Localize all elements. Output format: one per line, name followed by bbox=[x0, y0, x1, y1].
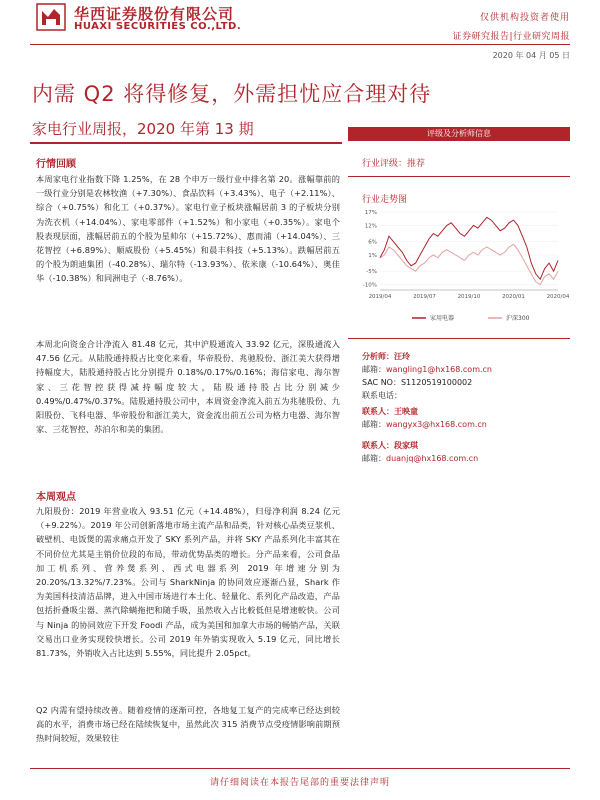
x-tick-label: 2020/01 bbox=[502, 294, 525, 300]
audience-note: 仅供机构投资者使用 bbox=[479, 13, 570, 23]
rating-divider bbox=[348, 176, 570, 177]
analyst-email[interactable]: wangling1@hx168.com.cn bbox=[386, 365, 492, 374]
industry-trend-chart bbox=[354, 206, 570, 328]
header-divider bbox=[30, 44, 570, 45]
paragraph-market-review: 本周家电行业指数下降 1.25%，在 28 个申万一级行业中排名第 20。涨幅靠前的一级行业分别是农林牧渔（+7.30%）、食品饮料（+3.43%）、电子（+2.11%）、综合（+0.75%）和化工（+0.37%）。家电行业子板块涨幅居前 3 的子板块分别为洗衣机（+14.04%）、家电零部件（+1.52%）和小家电（+0.35%）。家电个股表现层面，涨幅居前五的个股为星帅尔（+15.72%）、惠而浦（+14.04%）、三花智控（+6.89%）、顺威股份（+5.45%）和晨丰科技（+5.13%）。跌幅居前五的个股为朗迪集团（-40.28%）、瑞尔特（-13.93%）、依米康（-10.64%）、奥佳华（-10.38%）和同洲电子（-8.76%）。 bbox=[36, 174, 340, 284]
report-main-title: 内需 Q2 将得修复，外需担忧应合理对待 bbox=[32, 82, 432, 106]
analyst-name: 汪玲 bbox=[394, 352, 410, 361]
paragraph-northbound-flow: 本周北向资金合计净流入 81.48 亿元，其中沪股通流入 33.92 亿元，深股通流入 47.56 亿元。从陆股通持股占比变化来看，华帝股份、兆驰股份、浙江美大获得增持幅度大，陆股通持股占比分别提升 0.18%/0.17%/0.16%；海信家电、海尔智家、三花智控获得减持幅度较大，陆股通持股占比分别减少 0.49%/0.47%/0.37%。陆股通持股公司中，本周资金净流入前五为兆驰股份、九阳股份、飞科电器、华帝股份和浙江美大，资金流出前五公司为格力电器、海尔智家、三花智控、苏泊尔和美的集团。 bbox=[36, 339, 340, 435]
contact-label: 联系人： bbox=[362, 407, 394, 416]
series-line bbox=[380, 244, 558, 284]
title-divider bbox=[30, 142, 342, 144]
paragraph-q2-outlook: Q2 内需有望持续改善。随着疫情的逐渐可控，各地复工复产的完成率已经达到较高的水平，消费市场已经在陆续恢复中，虽然此次 315 消费节点受疫情影响前期预热时间较短，效果较往 bbox=[36, 705, 340, 744]
x-tick-label: 2019/07 bbox=[413, 294, 436, 300]
contact-name: 段家琪 bbox=[394, 441, 418, 450]
y-tick-label: -10% bbox=[362, 282, 377, 289]
legend-label: 家用电器 bbox=[430, 315, 455, 322]
x-tick-label: 2019/10 bbox=[457, 294, 481, 300]
contact-email[interactable]: duanjq@hx168.com.cn bbox=[386, 454, 479, 463]
report-type: 证券研究报告|行业研究周报 bbox=[452, 32, 570, 42]
legal-notice: 请仔细阅读在本报告尾部的重要法律声明 bbox=[209, 778, 390, 788]
section-weekly-view: 本周观点 bbox=[36, 492, 76, 503]
paragraph-joyoung: 九阳股份：2019 年营业收入 93.51 亿元（+14.48%），归母净利润 8.24 亿元（+9.22%）。2019 年公司创新落地市场主流产品和品类，针对核心品类豆浆机、破壁机、电饭煲的需求痛点开发了 SKY 系列产品，并将 SKY 产品系列化丰富其在不同价位尤其是主销价位段的布局，带动优势品类的增长。分产品来看，公司食品加工机系列、营养煲系列、西式电器系列 2019 年增速分别为 20.20%/13.32%/7.23%。公司与 SharkNinja 的协同效应逐渐凸显，Shark 作为美国科技清洁品牌，进入中国市场进行本土化、轻量化、系列化产品改造，产品包括折叠吸尘器、蒸汽除螨拖把和随手吸，虽然收入占比較低但是增速較快。公司与 Ninja 的协同效应下开发 Foodi 产品，成为美国和加拿大市场的畅销产品，关联交易出口业务实现较快增长。公司 2019 年外销实现收入 5.19 亿元，同比增长 81.73%，外销收入占比达到 5.55%，同比提升 2.05pct。 bbox=[36, 506, 340, 659]
sac-label: SAC NO： bbox=[362, 378, 401, 387]
series-line bbox=[380, 217, 558, 279]
contact-block-2 bbox=[362, 405, 487, 431]
email-label: 邮箱： bbox=[362, 420, 386, 429]
company-name-en: HUAXI SECURITIES CO.,LTD. bbox=[74, 21, 242, 32]
huaxi-logo-icon bbox=[36, 3, 66, 31]
legend-label: 沪深300 bbox=[506, 315, 530, 322]
section-market-review: 行情回顾 bbox=[36, 159, 76, 170]
analyst-block-1 bbox=[362, 350, 492, 402]
side-panel-title: 评级及分析师信息 bbox=[348, 127, 570, 141]
phone-label: 联系电话： bbox=[362, 391, 402, 400]
trend-chart-title: 行业走势图 bbox=[362, 195, 408, 205]
report-subtitle: 家电行业周报，2020 年第 13 期 bbox=[32, 120, 254, 138]
y-tick-label: 17% bbox=[364, 210, 377, 216]
y-tick-label: 6% bbox=[368, 239, 377, 246]
industry-rating: 行业评级：推荐 bbox=[362, 159, 426, 169]
x-tick-label: 2019/04 bbox=[368, 294, 392, 300]
x-tick-label: 2020/04 bbox=[546, 294, 570, 300]
email-label: 邮箱： bbox=[362, 454, 386, 463]
chart-divider bbox=[348, 338, 570, 339]
y-tick-label: 1% bbox=[368, 253, 377, 260]
report-date: 2020 年 04 月 05 日 bbox=[492, 51, 570, 60]
sac-number: S1120519100002 bbox=[400, 378, 473, 387]
email-label: 邮箱： bbox=[362, 365, 386, 374]
contact-block-3 bbox=[362, 439, 478, 465]
y-tick-label: -5% bbox=[366, 269, 377, 276]
y-tick-label: 12% bbox=[364, 223, 377, 230]
company-name-cn: 华西证券股份有限公司 bbox=[74, 5, 235, 23]
contact-email[interactable]: wangyx3@hx168.com.cn bbox=[386, 420, 487, 429]
contact-label: 联系人： bbox=[362, 441, 394, 450]
analyst-label: 分析师： bbox=[362, 352, 394, 361]
contact-name: 王映童 bbox=[394, 407, 418, 416]
footer-divider bbox=[30, 768, 570, 769]
